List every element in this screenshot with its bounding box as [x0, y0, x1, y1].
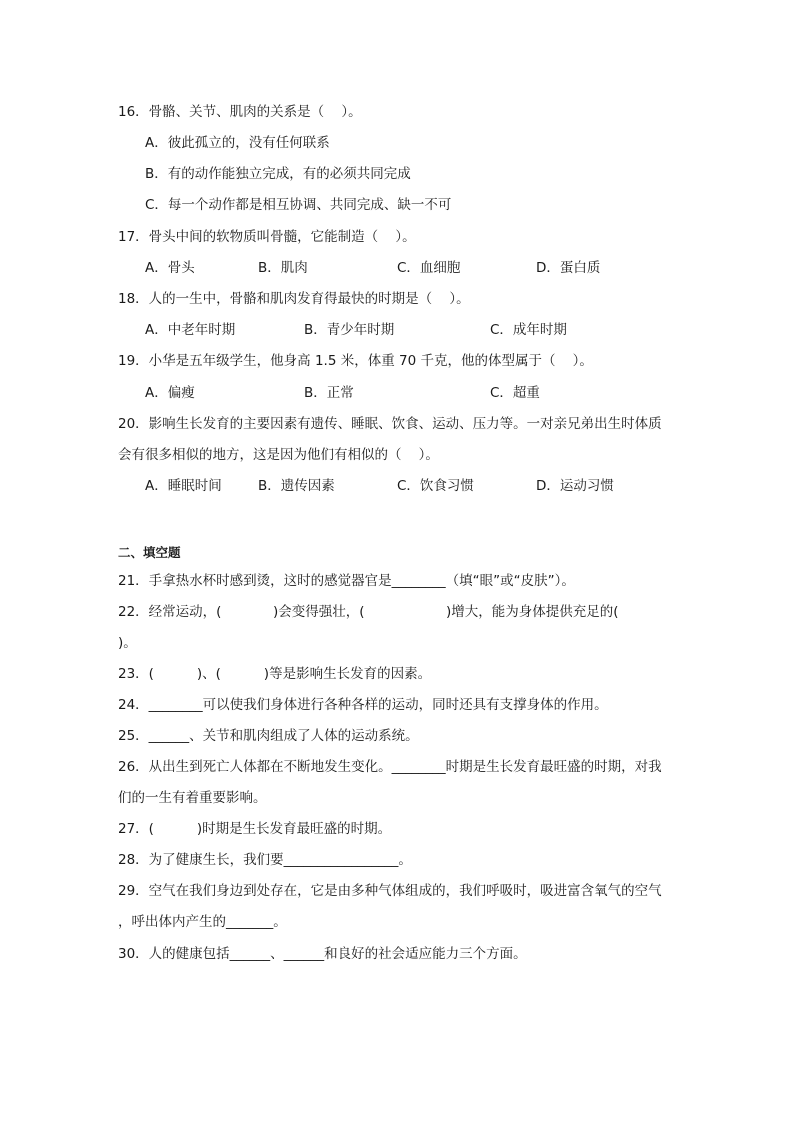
section-title-fill-in: 二、填空题: [118, 545, 181, 560]
q20-option-d: D．运动习惯: [536, 478, 614, 494]
question-21: 21．手拿热水杯时感到烫，这时的感觉器官是________（填“眼”或“皮肤”）。: [118, 573, 575, 589]
q17-option-b: B．肌肉: [258, 260, 308, 276]
question-30: 30．人的健康包括______、______和良好的社会适应能力三个方面。: [118, 946, 527, 962]
q17-option-a: A．骨头: [145, 260, 195, 276]
question-25: 25．______、关节和肌肉组成了人体的运动系统。: [118, 728, 419, 744]
q16-option-a: A．彼此孤立的，没有任何联系: [145, 135, 330, 151]
question-24: 24．________可以使我们身体进行各种各样的运动，同时还具有支撑身体的作用。: [118, 697, 608, 713]
q20-option-c: C．饮食习惯: [397, 478, 474, 494]
q19-option-c: C．超重: [490, 385, 540, 401]
question-19-stem: 19．小华是五年级学生，他身高 1.5 米，体重 70 千克，他的体型属于（ ）。: [118, 353, 593, 369]
q17-option-c: C．血细胞: [397, 260, 461, 276]
question-18-stem: 18．人的一生中，骨骼和肌肉发育得最快的时期是（ ）。: [118, 291, 470, 307]
q18-option-b: B．青少年时期: [304, 322, 395, 338]
question-22-line2: )。: [118, 635, 137, 651]
question-22-line1: 22．经常运动，( )会变得强壮，( )增大，能为身体提供充足的(: [118, 604, 619, 620]
q16-option-b: B．有的动作能独立完成，有的必须共同完成: [145, 166, 411, 182]
question-20-stem-line2: 会有很多相似的地方，这是因为他们有相似的（ ）。: [118, 447, 439, 463]
q18-option-c: C．成年时期: [490, 322, 567, 338]
q16-option-c: C．每一个动作都是相互协调、共同完成、缺一不可: [145, 197, 452, 213]
question-16-stem: 16．骨骼、关节、肌肉的关系是（ ）。: [118, 104, 362, 120]
q19-option-a: A．偏瘦: [145, 385, 195, 401]
question-17-stem: 17．骨头中间的软物质叫骨髓，它能制造（ ）。: [118, 229, 416, 245]
question-20-stem-line1: 20．影响生长发育的主要因素有遗传、睡眠、饮食、运动、压力等。一对亲兄弟出生时体质: [118, 416, 662, 432]
q17-option-d: D．蛋白质: [536, 260, 601, 276]
question-26-line2: 们的一生有着重要影响。: [118, 790, 267, 806]
q19-option-b: B．正常: [304, 385, 354, 401]
q20-option-a: A．睡眠时间: [145, 478, 222, 494]
question-26-line1: 26．从出生到死亡人体都在不断地发生变化。________时期是生长发育最旺盛的时期，对我: [118, 759, 662, 775]
question-23: 23．( )、( )等是影响生长发育的因素。: [118, 666, 432, 682]
question-29-line2: ，呼出体内产生的_______。: [118, 914, 287, 930]
q20-option-b: B．遗传因素: [258, 478, 335, 494]
question-29-line1: 29．空气在我们身边到处存在，它是由多种气体组成的，我们呼吸时，吸进富含氧气的空气: [118, 883, 662, 899]
question-27: 27．( )时期是生长发育最旺盛的时期。: [118, 821, 392, 837]
question-28: 28．为了健康生长，我们要_________________。: [118, 852, 412, 868]
q18-option-a: A．中老年时期: [145, 322, 236, 338]
